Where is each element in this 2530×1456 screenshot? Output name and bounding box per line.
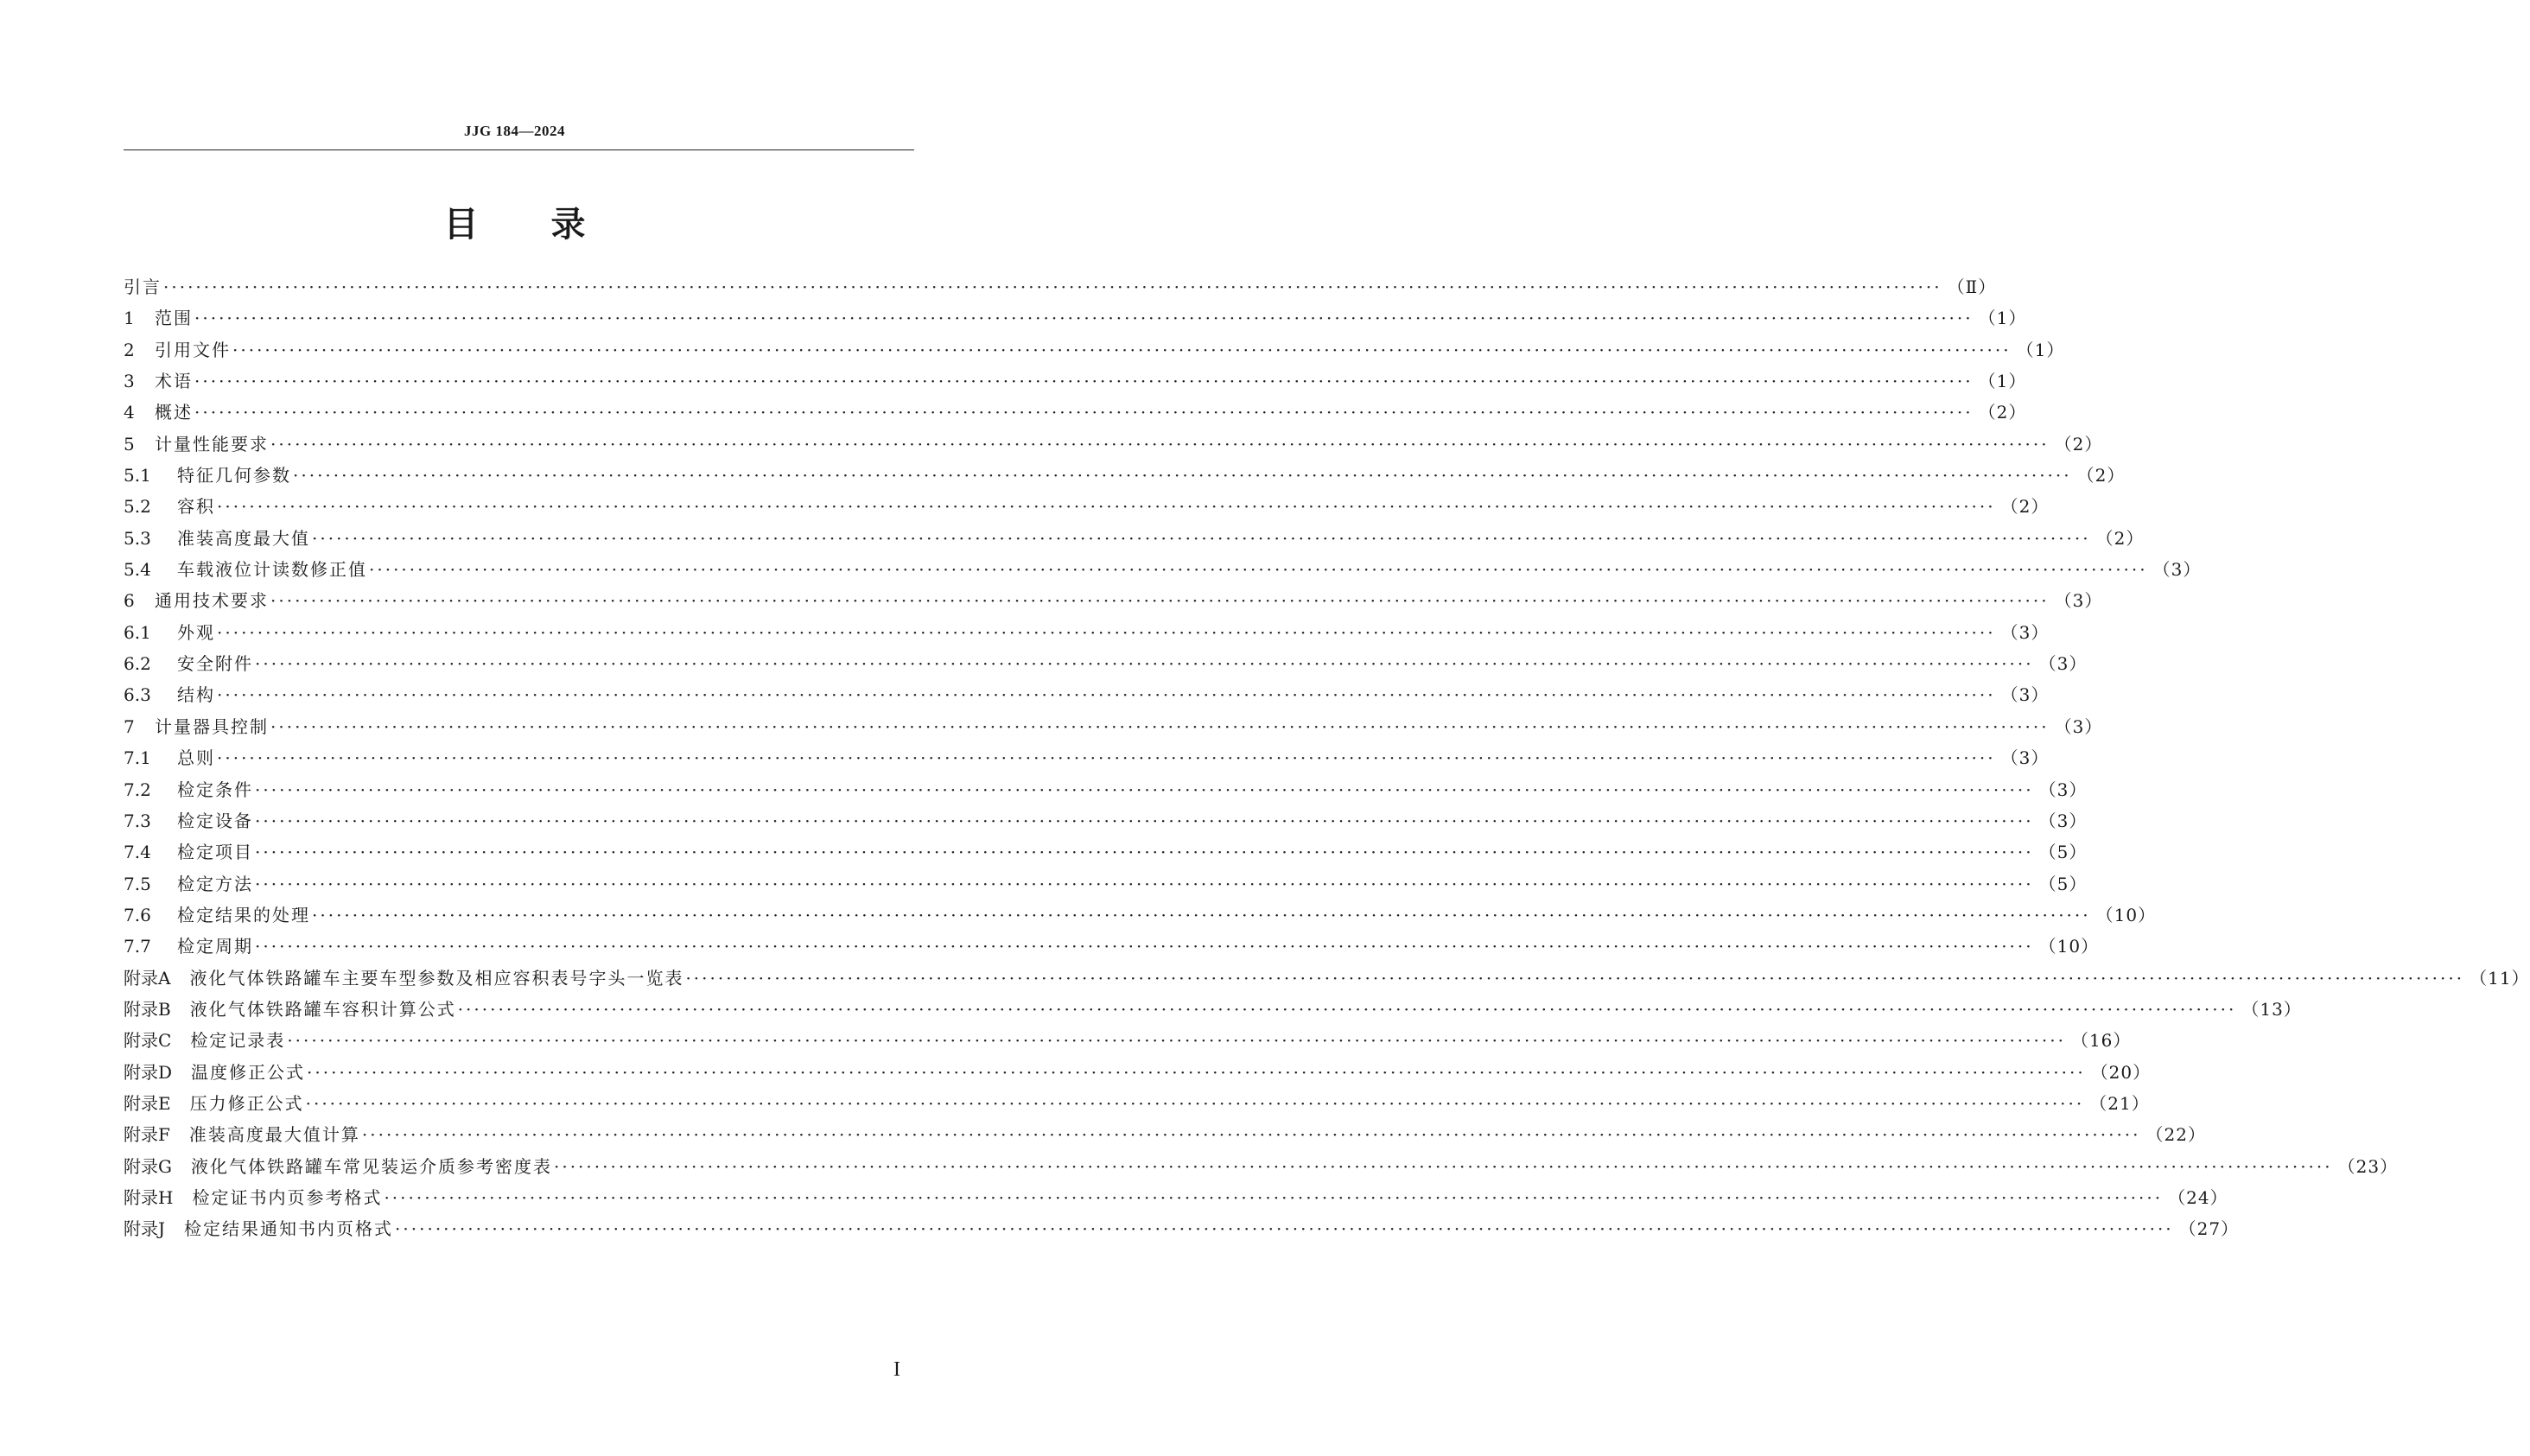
dot-leader: ···························································································································································································································· xyxy=(232,339,2012,360)
dot-leader: ···························································································································································································································· xyxy=(255,779,2034,800)
toc-entry[interactable] xyxy=(124,429,2103,460)
toc-entry[interactable] xyxy=(124,397,2027,428)
toc-entry[interactable] xyxy=(124,1213,2240,1244)
toc-entry[interactable] xyxy=(124,271,1997,302)
toc-entry-number: 3 xyxy=(124,371,135,392)
toc-entry-page: （11） xyxy=(2470,967,2530,989)
toc-entry-page: （3） xyxy=(2054,590,2103,612)
dot-leader: ···························································································································································································································· xyxy=(255,842,2034,863)
toc-entry[interactable] xyxy=(124,1119,2206,1150)
dot-leader: ···························································································································································································································· xyxy=(270,590,2050,612)
dot-leader: ···························································································································································································································· xyxy=(361,1124,2141,1146)
toc-entry-page: （5） xyxy=(2038,873,2088,894)
dot-leader: ···························································································································································································································· xyxy=(194,371,1974,392)
toc-entry-page: （2） xyxy=(1978,402,2027,423)
toc-entry-title: 安全附件 xyxy=(177,653,253,675)
toc-entry-title: 特征几何参数 xyxy=(177,465,291,486)
toc-entry-number: 5.3 xyxy=(124,527,151,549)
toc-entry-title: 检定记录表 xyxy=(190,1030,286,1052)
toc-entry-number: 5.1 xyxy=(124,465,151,486)
toc-entry[interactable] xyxy=(124,460,2126,491)
toc-entry[interactable] xyxy=(124,711,2103,742)
toc-entry-number: 附录C xyxy=(124,1030,172,1052)
toc-entry-title: 计量器具控制 xyxy=(155,715,269,737)
toc-entry-title: 检定条件 xyxy=(177,779,253,800)
dot-leader: ···························································································································································································································· xyxy=(270,433,2050,455)
toc-entry-number: 5.4 xyxy=(124,559,151,581)
toc-entry[interactable] xyxy=(124,963,2530,994)
toc-entry-title: 结构 xyxy=(177,684,215,706)
toc-entry-page: （22） xyxy=(2145,1124,2206,1146)
toc-entry-number: 附录H xyxy=(124,1186,174,1208)
toc-entry[interactable] xyxy=(124,648,2088,679)
toc-entry[interactable] xyxy=(124,554,2202,585)
toc-entry-number: 7.3 xyxy=(124,810,151,831)
toc-entry-number: 附录D xyxy=(124,1061,173,1083)
toc-entry-title: 外观 xyxy=(177,621,215,643)
toc-entry-number: 附录F xyxy=(124,1124,170,1146)
dot-leader: ···························································································································································································································· xyxy=(312,904,2091,925)
toc-entry-number: 2 xyxy=(124,339,135,360)
toc-entry-page: （1） xyxy=(1978,308,2027,329)
toc-entry-page: （Ⅱ） xyxy=(1947,277,1997,297)
toc-entry[interactable] xyxy=(124,742,2050,773)
page-number: I xyxy=(893,1358,900,1381)
toc-entry-title: 概述 xyxy=(155,402,193,423)
toc-entry[interactable] xyxy=(124,836,2088,868)
toc-entry[interactable] xyxy=(124,1025,2132,1056)
toc-entry[interactable] xyxy=(124,617,2050,648)
toc-entry[interactable] xyxy=(124,585,2103,616)
dot-leader: ···························································································································································································································· xyxy=(312,527,2091,549)
table-of-contents xyxy=(124,271,2530,1245)
toc-entry-number: 4 xyxy=(124,402,135,423)
toc-entry-number: 6.2 xyxy=(124,653,151,675)
toc-entry-page: （21） xyxy=(2089,1092,2150,1114)
toc-entry-page: （13） xyxy=(2241,998,2302,1020)
toc-entry[interactable] xyxy=(124,1151,2399,1182)
toc-entry-number: 1 xyxy=(124,308,135,329)
toc-entry-title: 液化气体铁路罐车常见装运介质参考密度表 xyxy=(190,1155,552,1177)
dot-leader: ···························································································································································································································· xyxy=(255,873,2034,894)
dot-leader: ···························································································································································································································· xyxy=(287,1030,2066,1052)
toc-entry-page: （3） xyxy=(2038,779,2088,800)
toc-entry[interactable] xyxy=(124,1088,2150,1119)
toc-entry-page: （3） xyxy=(2152,559,2202,581)
toc-entry-title: 计量性能要求 xyxy=(155,433,269,455)
toc-entry-title: 通用技术要求 xyxy=(155,590,269,612)
toc-entry-page: （2） xyxy=(2076,465,2126,486)
toc-entry[interactable] xyxy=(124,1057,2152,1088)
toc-entry-title: 检定周期 xyxy=(177,936,253,957)
toc-entry-title: 范围 xyxy=(155,308,193,329)
toc-entry[interactable] xyxy=(124,774,2088,805)
dot-leader: ···························································································································································································································· xyxy=(255,653,2034,675)
toc-entry-number: 5 xyxy=(124,433,135,455)
toc-entry[interactable] xyxy=(124,491,2050,522)
toc-entry-page: （3） xyxy=(2000,684,2050,706)
toc-entry-number: 附录A xyxy=(124,967,171,989)
dot-leader: ···························································································································································································································· xyxy=(553,1155,2333,1177)
toc-entry-title: 液化气体铁路罐车容积计算公式 xyxy=(189,998,456,1020)
dot-leader: ···························································································································································································································· xyxy=(217,496,1996,518)
toc-entry[interactable] xyxy=(124,302,2027,334)
dot-leader: ···························································································································································································································· xyxy=(369,559,2148,581)
toc-entry-page: （2） xyxy=(2095,527,2145,549)
toc-entry[interactable] xyxy=(124,994,2302,1025)
toc-entry-title: 车载液位计读数修正值 xyxy=(177,559,367,581)
toc-entry-page: （1） xyxy=(1978,371,2027,392)
toc-entry-page: （3） xyxy=(2000,747,2050,769)
dot-leader: ···························································································································································································································· xyxy=(305,1092,2085,1114)
toc-entry-page: （20） xyxy=(2090,1061,2152,1083)
toc-entry-title: 检定项目 xyxy=(177,842,253,863)
toc-entry-number: 附录B xyxy=(124,998,171,1020)
dot-leader: ···························································································································································································································· xyxy=(194,308,1974,329)
toc-entry-title: 检定结果通知书内页格式 xyxy=(184,1218,394,1240)
toc-entry[interactable] xyxy=(124,679,2050,710)
dot-leader: ···························································································································································································································· xyxy=(217,747,1996,769)
toc-entry-title: 检定方法 xyxy=(177,873,253,894)
toc-entry[interactable] xyxy=(124,366,2027,397)
dot-leader: ···························································································································································································································· xyxy=(457,998,2237,1020)
toc-entry-title: 检定证书内页参考格式 xyxy=(192,1186,383,1208)
standard-code-header: JJG 184—2024 xyxy=(464,123,565,139)
dot-leader: ···························································································································································································································· xyxy=(685,967,2465,989)
header-rule xyxy=(124,149,914,150)
toc-entry-title: 准装高度最大值 xyxy=(177,527,310,549)
toc-entry-page: （1） xyxy=(2016,339,2065,360)
dot-leader: ···························································································································································································································· xyxy=(255,810,2034,831)
dot-leader: ···························································································································································································································· xyxy=(384,1186,2164,1208)
toc-entry-number: 6.3 xyxy=(124,684,151,706)
toc-entry-title: 检定设备 xyxy=(177,810,253,831)
toc-entry-title: 引言 xyxy=(124,277,162,297)
toc-entry-page: （10） xyxy=(2038,936,2100,957)
dot-leader: ···························································································································································································································· xyxy=(270,715,2050,737)
toc-entry-title: 压力修正公式 xyxy=(189,1092,304,1114)
toc-entry-page: （2） xyxy=(2000,496,2050,518)
toc-entry[interactable] xyxy=(124,931,2100,962)
toc-entry-title: 术语 xyxy=(155,371,193,392)
toc-entry-number: 7.6 xyxy=(124,904,151,925)
toc-entry-number: 附录G xyxy=(124,1155,172,1177)
toc-entry-page: （3） xyxy=(2038,653,2088,675)
toc-entry-page: （3） xyxy=(2000,621,2050,643)
toc-entry-title: 引用文件 xyxy=(155,339,231,360)
toc-entry-number: 7.5 xyxy=(124,873,151,894)
dot-leader: ···························································································································································································································· xyxy=(307,1061,2086,1083)
toc-entry-number: 7 xyxy=(124,715,135,737)
toc-entry[interactable] xyxy=(124,523,2145,554)
dot-leader: ···························································································································································································································· xyxy=(255,936,2034,957)
toc-entry-title: 温度修正公式 xyxy=(191,1061,306,1083)
toc-entry-title: 液化气体铁路罐车主要车型参数及相应容积表号字头一览表 xyxy=(189,967,684,989)
toc-entry-number: 7.7 xyxy=(124,936,151,957)
dot-leader: ···························································································································································································································· xyxy=(194,402,1974,423)
toc-entry[interactable] xyxy=(124,1182,2228,1213)
toc-entry-page: （3） xyxy=(2054,715,2103,737)
toc-entry-page: （2） xyxy=(2054,433,2103,455)
toc-entry-page: （5） xyxy=(2038,842,2088,863)
dot-leader: ···························································································································································································································· xyxy=(217,684,1996,706)
toc-entry-number: 附录J xyxy=(124,1218,166,1240)
toc-entry-page: （24） xyxy=(2168,1186,2228,1208)
toc-entry-page: （27） xyxy=(2178,1218,2240,1240)
dot-leader: ···························································································································································································································· xyxy=(163,277,1942,297)
toc-entry-number: 7.4 xyxy=(124,842,151,863)
toc-entry[interactable] xyxy=(124,805,2088,836)
toc-entry-number: 5.2 xyxy=(124,496,151,518)
toc-entry-number: 6.1 xyxy=(124,621,151,643)
toc-entry-title: 检定结果的处理 xyxy=(177,904,310,925)
toc-entry[interactable] xyxy=(124,334,2065,366)
toc-entry-number: 7.2 xyxy=(124,779,151,800)
dot-leader: ···························································································································································································································· xyxy=(395,1218,2174,1240)
toc-entry-title: 准装高度最大值计算 xyxy=(188,1124,360,1146)
toc-entry-title: 总则 xyxy=(177,747,215,769)
toc-entry-page: （23） xyxy=(2337,1155,2399,1177)
toc-entry[interactable] xyxy=(124,868,2088,900)
toc-entry-number: 6 xyxy=(124,590,135,612)
dot-leader: ···························································································································································································································· xyxy=(217,621,1996,643)
toc-entry-number: 附录E xyxy=(124,1092,171,1114)
toc-entry-page: （10） xyxy=(2095,904,2157,925)
toc-entry[interactable] xyxy=(124,900,2157,931)
toc-entry-page: （3） xyxy=(2038,810,2088,831)
toc-entry-page: （16） xyxy=(2070,1030,2132,1052)
dot-leader: ···························································································································································································································· xyxy=(293,465,2072,486)
toc-entry-title: 容积 xyxy=(177,496,215,518)
toc-entry-number: 7.1 xyxy=(124,747,151,769)
page-title: 目录 xyxy=(443,205,658,245)
